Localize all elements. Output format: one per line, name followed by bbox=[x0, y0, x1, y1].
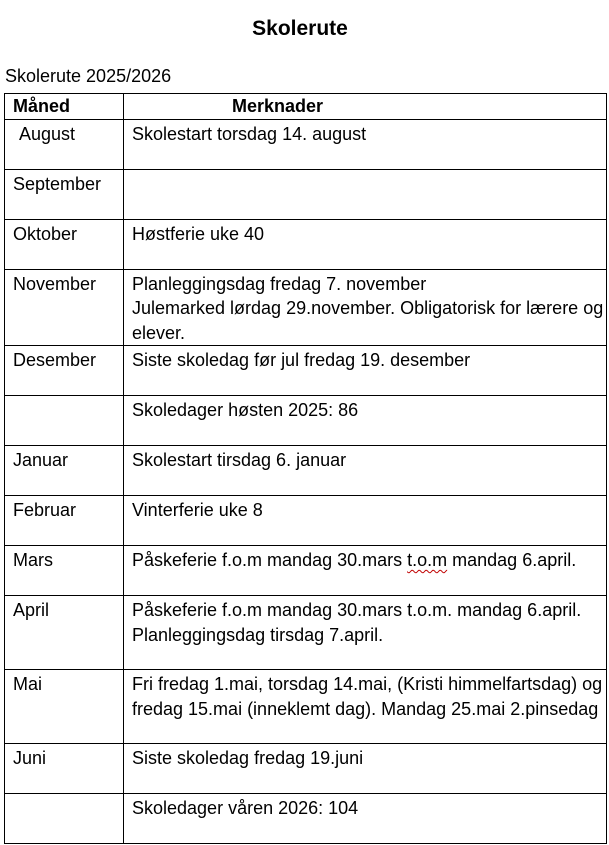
school-calendar-table bbox=[4, 93, 607, 844]
note-line: Siste skoledag fredag 19.juni bbox=[132, 748, 364, 768]
table-row bbox=[5, 496, 607, 546]
notes-cell bbox=[124, 446, 607, 496]
notes-cell bbox=[124, 794, 607, 844]
table-row bbox=[5, 670, 607, 744]
column-header-notes: Merknader bbox=[124, 94, 607, 120]
month-cell bbox=[5, 794, 124, 844]
month-cell: Oktober bbox=[5, 219, 124, 269]
notes-cell bbox=[124, 496, 607, 546]
month-cell bbox=[5, 396, 124, 446]
notes-cell bbox=[124, 670, 607, 744]
notes-cell bbox=[124, 219, 607, 269]
note-line: Høstferie uke 40 bbox=[132, 223, 265, 244]
month-cell: April bbox=[5, 596, 124, 670]
note-line: Vinterferie uke 8 bbox=[132, 500, 263, 520]
notes-cell bbox=[124, 744, 607, 794]
notes-cell bbox=[124, 546, 607, 596]
note-line: Skolestart torsdag 14. august bbox=[132, 123, 367, 144]
table-row bbox=[5, 169, 607, 219]
table-caption: Skolerute 2025/2026 bbox=[5, 66, 172, 86]
notes-cell bbox=[124, 169, 607, 219]
note-line: Siste skoledag før jul fredag 19. desember bbox=[132, 350, 471, 370]
note-line: Påskeferie f.o.m mandag 30.mars t.o.m mandag 6.april. bbox=[132, 550, 577, 570]
table-row bbox=[5, 446, 607, 496]
table-row bbox=[5, 219, 607, 269]
month-cell: Mars bbox=[5, 546, 124, 596]
note-line: Julemarked lørdag 29.november. Obligatorisk for lærere og elever. bbox=[132, 298, 604, 343]
column-header-month: Måned bbox=[5, 94, 124, 120]
note-line: Planleggingsdag fredag 7. november bbox=[132, 273, 427, 294]
note-line: Skolestart tirsdag 6. januar bbox=[132, 450, 347, 470]
note-line: Fri fredag 1.mai, torsdag 14.mai, (Kristi himmelfartsdag) og fredag 15.mai (inneklemt dag). Mandag 25.mai 2.pinsedag bbox=[132, 674, 603, 719]
table-row bbox=[5, 346, 607, 396]
table-header-row bbox=[5, 94, 607, 120]
note-line: Planleggingsdag tirsdag 7.april. bbox=[132, 624, 384, 645]
notes-cell bbox=[124, 269, 607, 346]
month-cell: Mai bbox=[5, 670, 124, 744]
table-row bbox=[5, 794, 607, 844]
spellcheck-underline: t.o.m bbox=[407, 550, 448, 570]
note-line: Skoledager våren 2026: 104 bbox=[132, 798, 359, 818]
page-title: Skolerute bbox=[252, 17, 348, 40]
month-cell: Februar bbox=[5, 496, 124, 546]
notes-cell bbox=[124, 596, 607, 670]
month-cell: August bbox=[5, 119, 124, 169]
notes-cell bbox=[124, 119, 607, 169]
table-row bbox=[5, 596, 607, 670]
table-row bbox=[5, 546, 607, 596]
notes-cell bbox=[124, 346, 607, 396]
table-row bbox=[5, 744, 607, 794]
note-line: Skoledager høsten 2025: 86 bbox=[132, 400, 359, 420]
note-line: Påskeferie f.o.m mandag 30.mars t.o.m. mandag 6.april. bbox=[132, 600, 582, 620]
table-row bbox=[5, 269, 607, 346]
table-row bbox=[5, 119, 607, 169]
month-cell: Januar bbox=[5, 446, 124, 496]
notes-cell bbox=[124, 396, 607, 446]
table-row bbox=[5, 396, 607, 446]
month-cell: November bbox=[5, 269, 124, 346]
month-cell: September bbox=[5, 169, 124, 219]
month-cell: Desember bbox=[5, 346, 124, 396]
month-cell: Juni bbox=[5, 744, 124, 794]
